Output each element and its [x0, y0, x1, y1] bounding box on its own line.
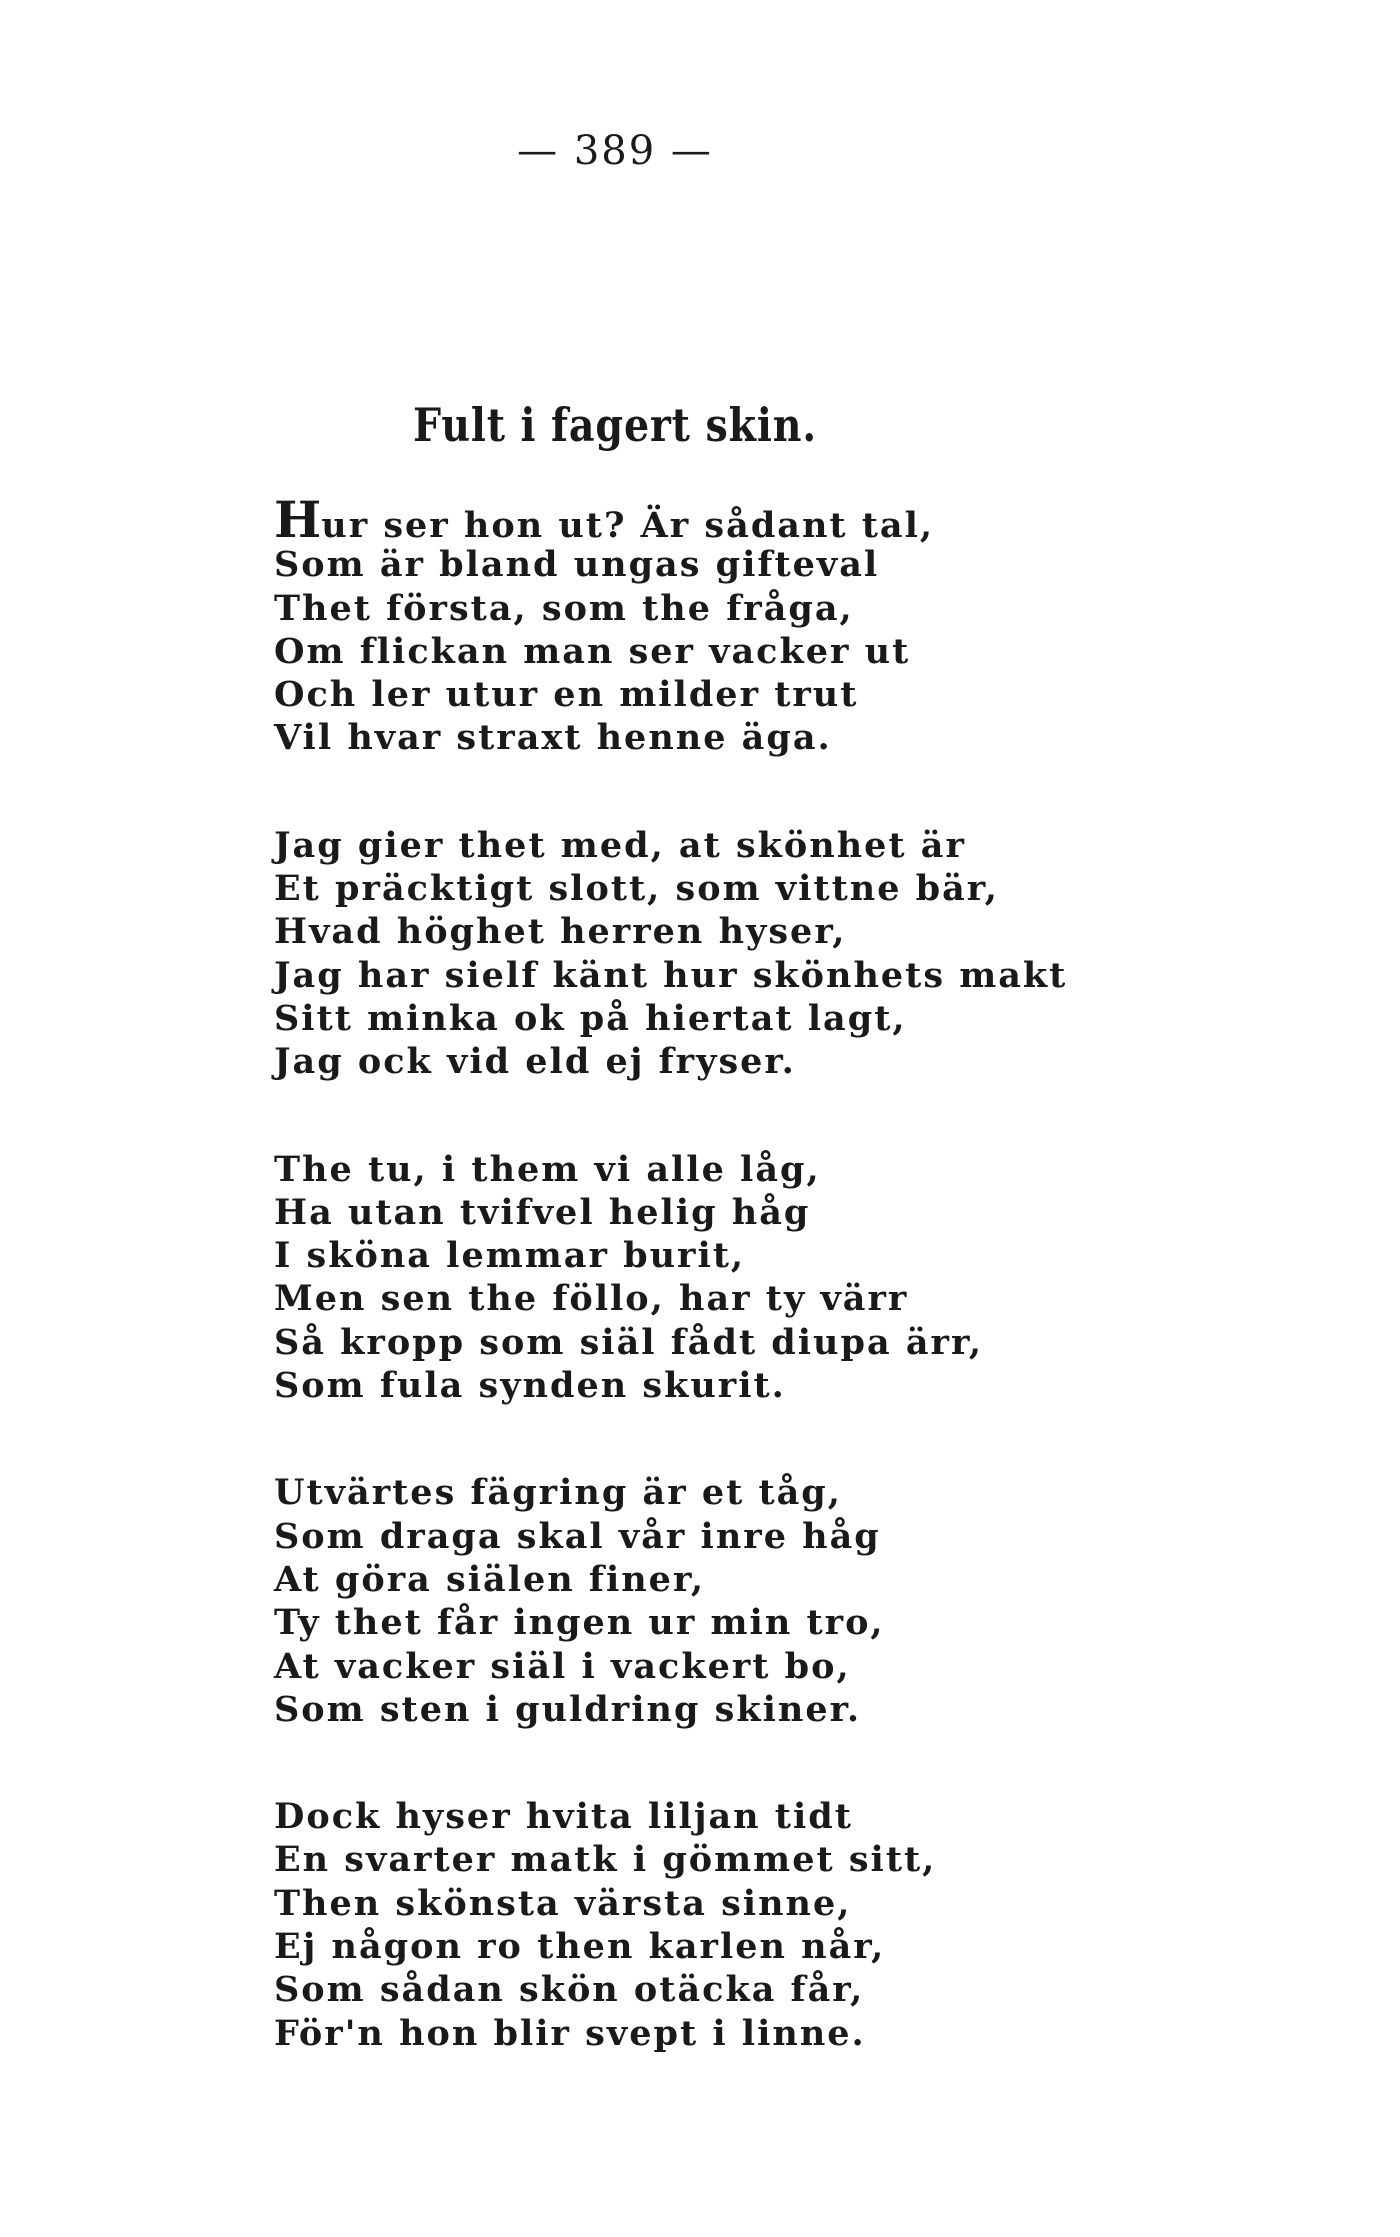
poem-line: The tu, i them vi alle låg,: [274, 1148, 821, 1190]
poem-line: Hvad höghet herren hyser,: [274, 911, 847, 953]
poem-line: Ty thet får ingen ur min tro,: [274, 1602, 885, 1644]
poem-line: Och ler utur en milder trut: [274, 674, 859, 716]
poem-line: Jag gier thet med, at skönhet är: [274, 824, 966, 866]
poem-line-rest: ur ser hon ut? Är sådant tal,: [321, 505, 935, 546]
poem-line: Thet första, som the fråga,: [274, 587, 854, 629]
poem-title: Fult i fagert skin.: [413, 398, 817, 452]
poem-line: Som draga skal vår inre håg: [274, 1515, 881, 1557]
poem-line: Utvärtes fägring är et tåg,: [274, 1472, 842, 1514]
poem-line: I sköna lemmar burit,: [274, 1235, 746, 1277]
poem-line: Jag har sielf känt hur skönhets makt: [274, 954, 1068, 996]
page-number: — 389 —: [517, 128, 713, 174]
poem-line: Så kropp som siäl fådt diupa ärr,: [274, 1321, 984, 1363]
poem-body: [274, 490, 1068, 2119]
poem-line: Som sten i guldring skiner.: [274, 1688, 861, 1730]
poem-line: At vacker siäl i vackert bo,: [274, 1645, 851, 1687]
poem-line: En svarter matk i gömmet sitt,: [274, 1839, 937, 1881]
poem-line: Jag ock vid eld ej fryser.: [274, 1041, 796, 1083]
poem-line: Om flickan man ser vacker ut: [274, 630, 911, 672]
drop-cap: H: [274, 490, 322, 549]
poem-line: Som sådan skön otäcka får,: [274, 1969, 865, 2011]
poem-line: At göra siälen finer,: [274, 1558, 706, 1600]
poem-line: Ha utan tvifvel helig håg: [274, 1191, 811, 1233]
poem-line: Som är bland ungas gifteval: [274, 544, 880, 586]
stanza: [274, 824, 1068, 1084]
poem-line: Som fula synden skurit.: [274, 1365, 786, 1407]
poem-line: Sitt minka ok på hiertat lagt,: [274, 997, 907, 1039]
stanza: [274, 1795, 994, 2055]
poem-line: Vil hvar straxt henne äga.: [274, 717, 832, 759]
stanza: [274, 490, 994, 760]
poem-line: För'n hon blir svept i linne.: [274, 2012, 866, 2054]
poem-line: Ej någon ro then karlen når,: [274, 1926, 886, 1968]
stanza: [274, 1148, 994, 1408]
stanza: [274, 1471, 994, 1731]
poem-line: Et präcktigt slott, som vittne bär,: [274, 868, 999, 910]
poem-line: Dock hyser hvita liljan tidt: [274, 1796, 853, 1838]
poem-line: Then skönsta värsta sinne,: [274, 1882, 852, 1924]
poem-line: Men sen the föllo, har ty värr: [274, 1278, 909, 1320]
poem-line: [274, 490, 994, 549]
